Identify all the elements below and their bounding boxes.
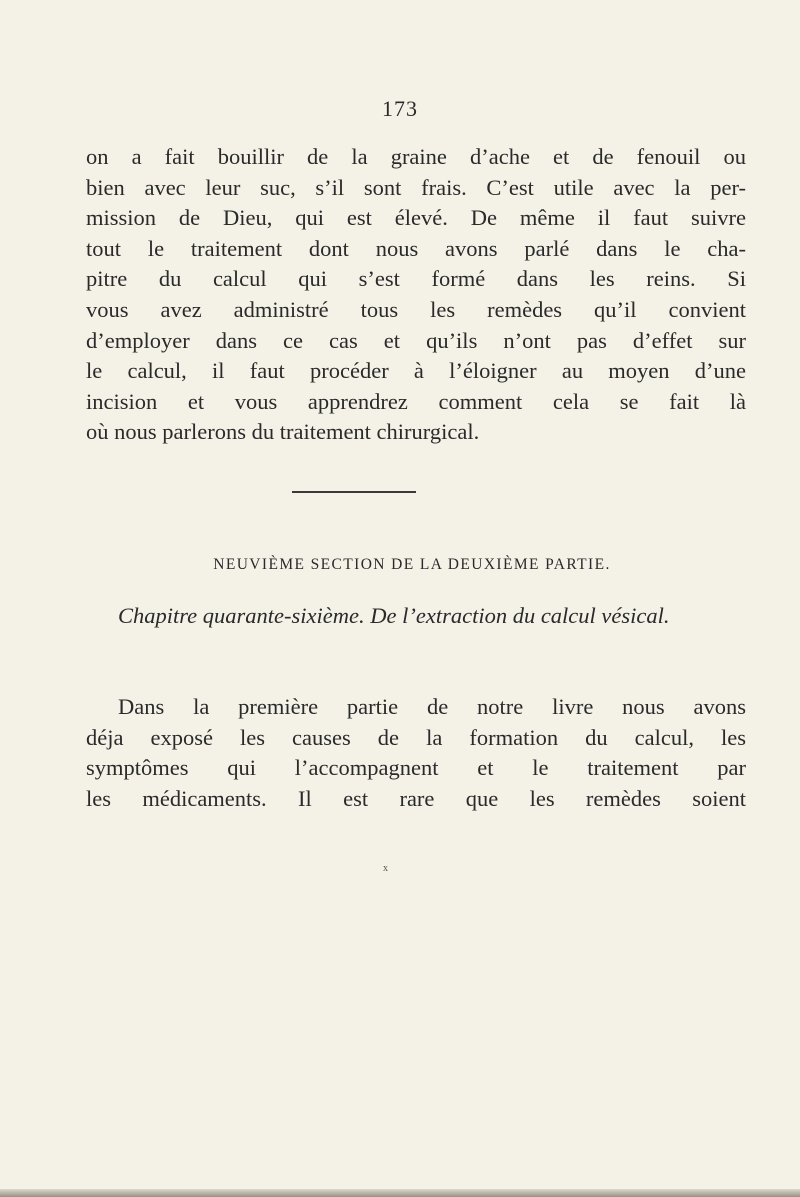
text-line: d’employer dans ce cas et qu’ils n’ont pas d’effet sur	[86, 327, 746, 353]
section-divider-rule	[292, 491, 416, 493]
text-line: où nous parlerons du traitement chirurgical.	[86, 419, 480, 445]
stray-mark: x	[383, 863, 388, 874]
text-line: le calcul, il faut procéder à l’éloigner au moyen d’une	[86, 358, 746, 384]
text-line: pitre du calcul qui s’est formé dans les reins. Si	[86, 266, 746, 292]
paragraph-chapter-opening	[86, 692, 746, 814]
page-edge-shadow	[0, 1189, 800, 1197]
text-line: déja exposé les causes de la formation du calcul, les	[86, 724, 746, 750]
text-line: vous avez administré tous les remèdes qu’il convient	[86, 296, 746, 322]
chapter-title: Chapitre quarante-sixième. De l’extraction du calcul vésical.	[118, 603, 670, 628]
text-line: mission de Dieu, qui est élevé. De même il faut suivre	[86, 205, 746, 231]
text-line: Dans la première partie de notre livre nous avons	[118, 694, 746, 719]
text-line: tout le traitement dont nous avons parlé dans le cha-	[86, 235, 746, 261]
text-line: incision et vous apprendrez comment cela se fait là	[86, 388, 746, 414]
text-line: bien avec leur suc, s’il sont frais. C’est utile avec la per-	[86, 174, 746, 200]
text-line: les médicaments. Il est rare que les remèdes soient	[86, 785, 746, 811]
section-heading: NEUVIÈME SECTION DE LA DEUXIÈME PARTIE.	[213, 556, 611, 573]
page-number: 173	[382, 96, 418, 121]
text-line: symptômes qui l’accompagnent et le traitement par	[86, 755, 746, 781]
paragraph-continuation	[86, 142, 746, 448]
text-line: on a fait bouillir de la graine d’ache et de fenouil ou	[86, 144, 746, 169]
